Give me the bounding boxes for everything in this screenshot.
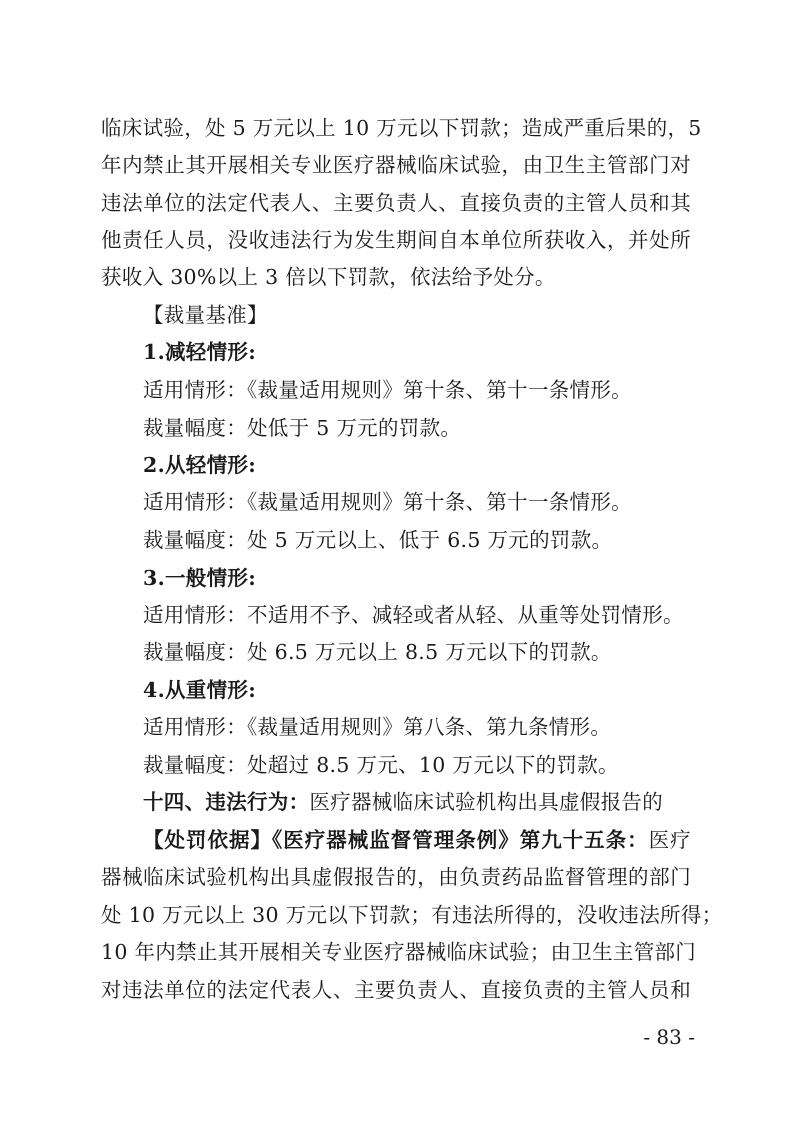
case-apply: 适用情形：《裁量适用规则》第八条、第九条情形。 [143,715,612,739]
violation-label: 十四、违法行为： [143,790,310,814]
case-range: 裁量幅度：处超过 8.5 万元、10 万元以下的罚款。 [143,753,619,777]
basis-law: 《医疗器械监督管理条例》第九十五条： [271,828,649,852]
case-apply: 适用情形：《裁量适用规则》第十条、第十一条情形。 [143,490,632,514]
basis-line [143,825,691,855]
violation-line [143,787,691,817]
case-title: 3.一般情形: [143,566,257,590]
paragraph-line: 对违法单位的法定代表人、主要负责人、直接负责的主管人员和 [101,978,691,1002]
paragraph-line: 年内禁止其开展相关专业医疗器械临床试验，由卫生主管部门对 [101,153,691,177]
case-title: 1.减轻情形: [143,340,257,364]
case-apply: 适用情形：不适用不予、减轻或者从轻、从重等处罚情形。 [143,603,684,627]
case-apply: 适用情形：《裁量适用规则》第十条、第十一条情形。 [143,378,632,402]
basis-label: 【处罚依据】 [143,828,272,852]
paragraph-line: 临床试验，处 5 万元以上 10 万元以下罚款；造成严重后果的，5 [101,116,702,140]
page-number: - 83 - [643,1025,695,1049]
paragraph-line: 10 年内禁止其开展相关专业医疗器械临床试验；由卫生主管部门 [101,940,697,964]
paragraph-line: 他责任人员，没收违法行为发生期间自本单位所获收入，并处所 [101,228,691,252]
basis-first: 医疗 [648,828,691,852]
paragraph-line: 违法单位的法定代表人、主要负责人、直接负责的主管人员和其 [101,191,691,215]
section-heading: 【裁量基准】 [143,303,268,327]
case-range: 裁量幅度：处 5 万元以上、低于 6.5 万元的罚款。 [143,528,613,552]
case-title: 2.从轻情形: [143,453,257,477]
paragraph-line: 处 10 万元以上 30 万元以下罚款；有违法所得的，没收违法所得； [101,903,723,927]
paragraph-line: 器械临床试验机构出具虚假报告的，由负责药品监督管理的部门 [101,865,691,889]
case-title: 4.从重情形: [143,678,257,702]
paragraph-line: 获收入 30%以上 3 倍以下罚款，依法给予处分。 [101,265,556,289]
violation-text: 医疗器械临床试验机构出具虚假报告的 [309,790,664,814]
case-range: 裁量幅度：处低于 5 万元的罚款。 [143,416,462,440]
case-range: 裁量幅度：处 6.5 万元以上 8.5 万元以下的罚款。 [143,640,612,664]
